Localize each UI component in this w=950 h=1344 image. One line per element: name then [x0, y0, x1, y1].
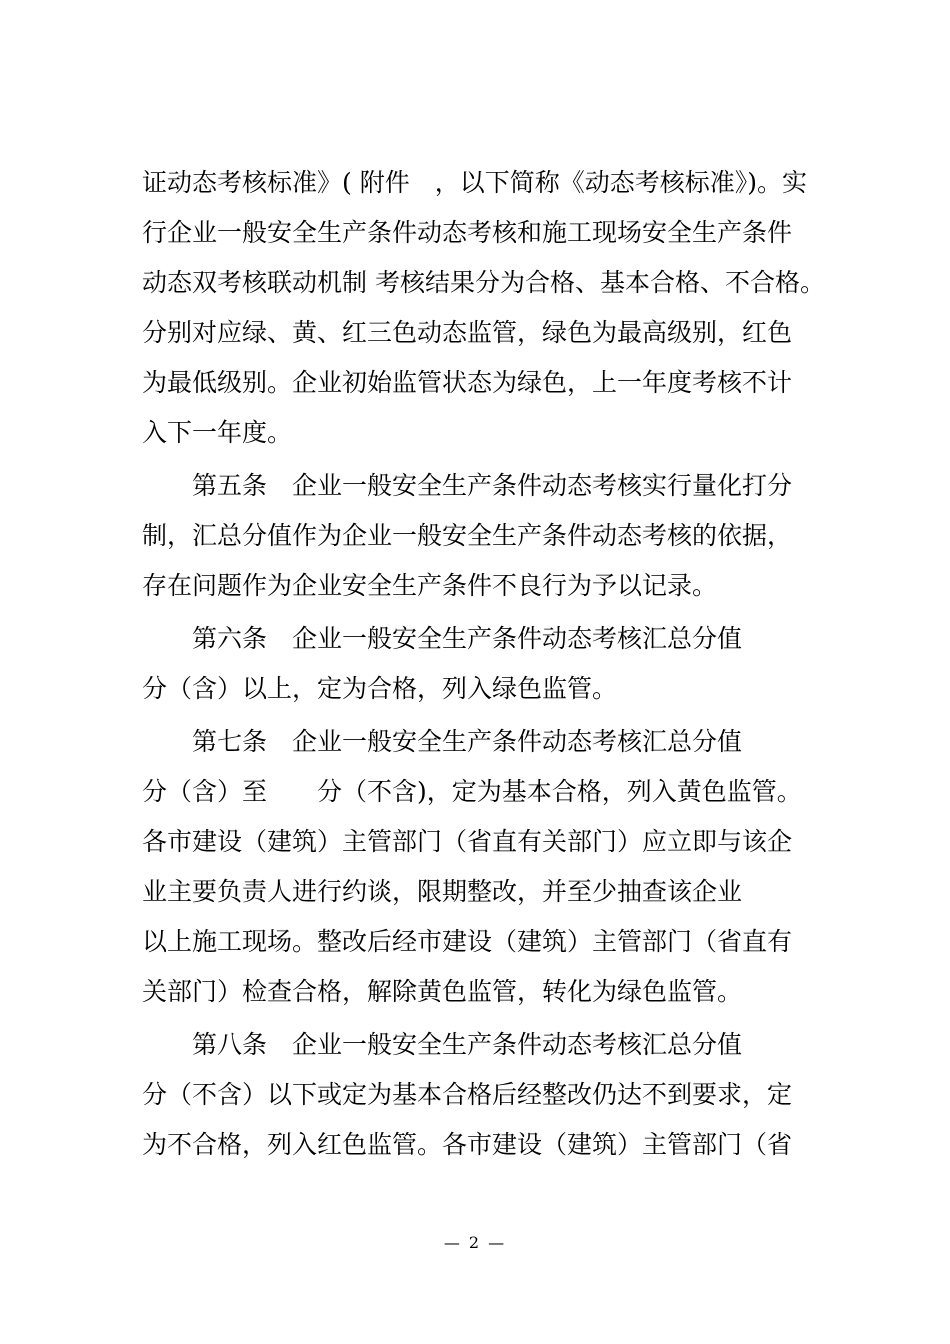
text-line: 关部门）检查合格，解除黄色监管，转化为绿色监管。	[142, 977, 743, 1006]
text-line: 分（不含）以下或定为基本合格后经整改仍达不到要求，定	[142, 1080, 793, 1109]
text-line: 行企业一般安全生产条件动态考核和施工现场安全生产条件	[142, 218, 793, 247]
text-line: 分（含）以上，定为合格，列入绿色监管。	[142, 674, 618, 703]
page-number: — 2 —	[443, 1233, 507, 1252]
text-line: 动态双考核联动机制 考核结果分为合格、基本合格、不合格。	[142, 268, 825, 297]
text-line: 第七条 企业一般安全生产条件动态考核汇总分值	[142, 727, 743, 756]
text-line: 第八条 企业一般安全生产条件动态考核汇总分值	[142, 1030, 743, 1059]
text-line: 存在问题作为企业安全生产条件不良行为予以记录。	[142, 571, 718, 600]
text-line: 为不合格，列入红色监管。各市建设（建筑）主管部门（省	[142, 1130, 793, 1159]
text-line: 第六条 企业一般安全生产条件动态考核汇总分值	[142, 624, 743, 653]
text-line: 业主要负责人进行约谈，限期整改，并至少抽查该企业	[142, 877, 743, 906]
text-line: 各市建设（建筑）主管部门（省直有关部门）应立即与该企	[142, 827, 793, 856]
document-body	[142, 158, 825, 1170]
text-line: 入下一年度。	[142, 418, 293, 447]
text-line: 第五条 企业一般安全生产条件动态考核实行量化打分	[142, 471, 793, 500]
text-line: 证动态考核标准》( 附件 ，以下简称《动态考核标准》)。实	[142, 168, 807, 197]
text-line: 分（含）至 分（不含)，定为基本合格，列入黄色监管。	[142, 777, 802, 806]
text-line: 制，汇总分值作为企业一般安全生产条件动态考核的依据，	[142, 521, 793, 550]
text-line: 以上施工现场。整改后经市建设（建筑）主管部门（省直有	[142, 927, 793, 956]
text-line: 为最低级别。企业初始监管状态为绿色，上一年度考核不计	[142, 368, 793, 397]
text-line: 分别对应绿、黄、红三色动态监管，绿色为最高级别，红色	[142, 318, 793, 347]
